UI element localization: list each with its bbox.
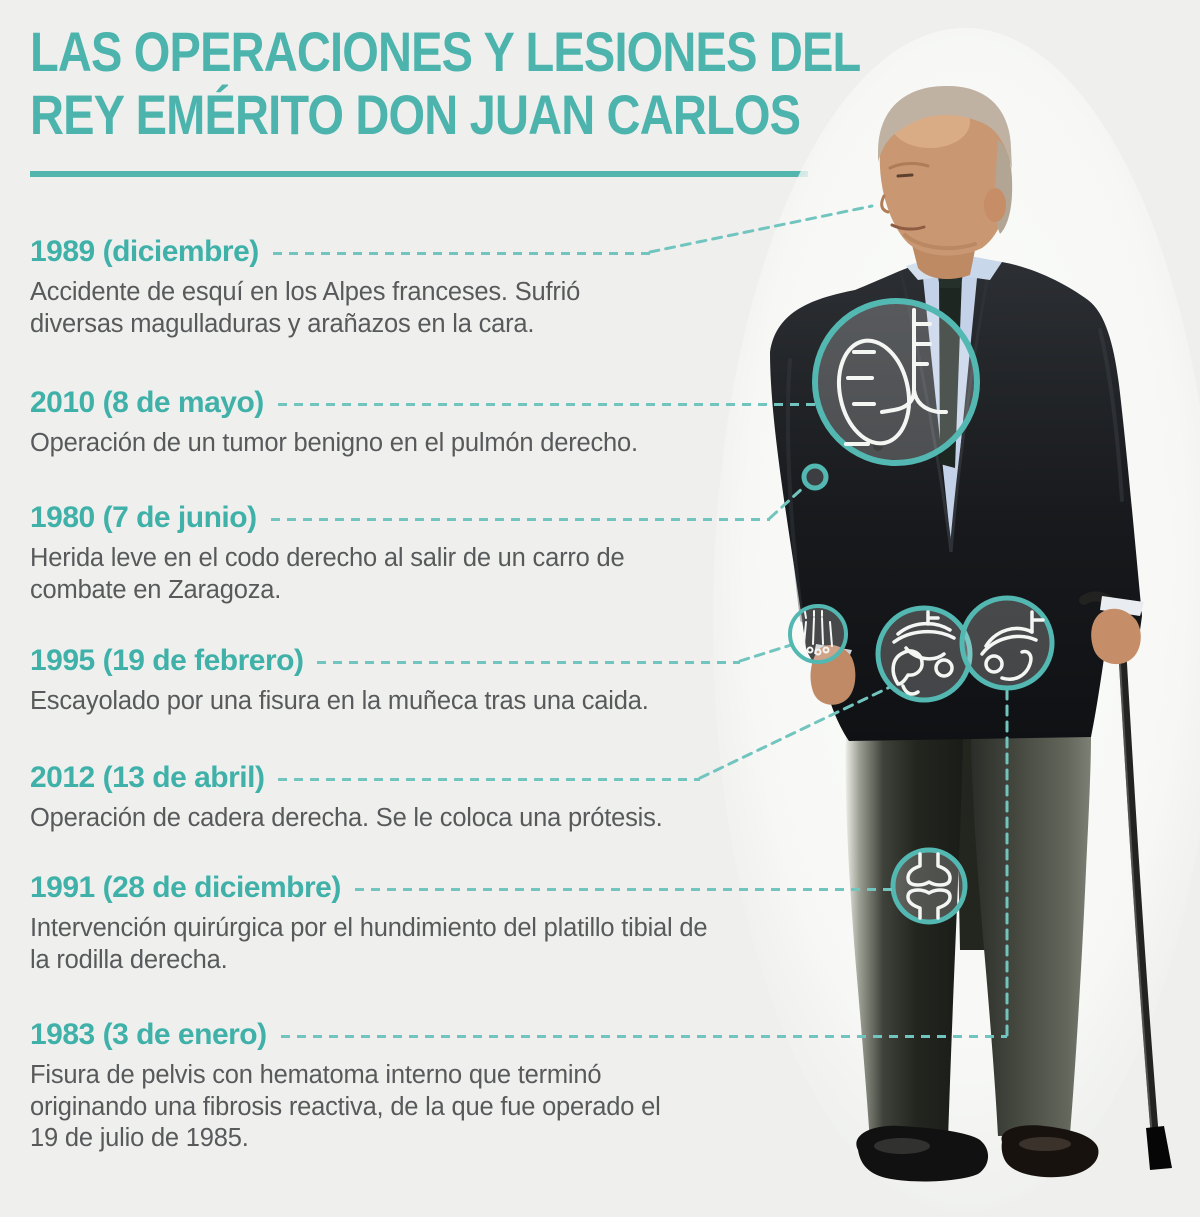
entry-description: Operación de cadera derecha. Se le coloca una prótesis.: [30, 804, 663, 832]
entry-date: 1983 (3 de enero): [30, 1018, 267, 1051]
entry-description: Fisura de pelvis con hematoma interno que terminó originando una fibrosis reactiva, de la que fue operado el 19 de julio de 1985.: [30, 1061, 661, 1153]
dashed-connector-line: [273, 252, 650, 255]
entry-description: Escayolado por una fisura en la muñeca tras una caida.: [30, 687, 649, 715]
timeline-entry-2010: [30, 386, 815, 460]
timeline-entry-2012: [30, 761, 700, 835]
entry-date: 1989 (diciembre): [30, 235, 259, 268]
entry-description: Intervención quirúrgica por el hundimiento del platillo tibial de la rodilla derecha.: [30, 914, 708, 974]
dashed-connector-line: [271, 518, 770, 521]
cane-tip: [1146, 1126, 1172, 1170]
entry-description: Accidente de esquí en los Alpes franceses. Sufrió diversas magulladuras y arañazos en la cara.: [30, 278, 581, 338]
knee-callout: [893, 850, 965, 922]
entry-date: 1991 (28 de diciembre): [30, 871, 341, 904]
right-shoe-shine: [1019, 1137, 1071, 1151]
pelvis-circle: [962, 598, 1052, 688]
dashed-connector-line: [281, 1035, 1007, 1038]
dashed-connector-line: [355, 888, 893, 891]
knee-circle: [893, 850, 965, 922]
eye: [898, 175, 912, 176]
elbow-marker: [804, 466, 826, 488]
lung-callout: [815, 301, 977, 463]
dashed-connector-line: [317, 661, 740, 664]
hip-callout: [878, 608, 970, 700]
entry-date: 2010 (8 de mayo): [30, 386, 264, 419]
dashed-connector-line: [278, 778, 700, 781]
page-title-line2: REY EMÉRITO DON JUAN CARLOS: [30, 83, 801, 147]
timeline-entry-1989: [30, 235, 650, 340]
timeline-entry-1983: [30, 1018, 1007, 1155]
page-title-line1: LAS OPERACIONES Y LESIONES DEL: [30, 20, 861, 83]
ear: [984, 188, 1006, 222]
wrist-callout: [790, 606, 846, 662]
entry-description: Operación de un tumor benigno en el pulmón derecho.: [30, 429, 638, 457]
timeline-entry-1995: [30, 644, 740, 718]
dashed-connector-line: [278, 403, 815, 406]
pelvis-callout: [962, 598, 1052, 688]
hip-circle: [878, 608, 970, 700]
entry-date: 1995 (19 de febrero): [30, 644, 304, 677]
entry-description: Herida leve en el codo derecho al salir de un carro de combate en Zaragoza.: [30, 544, 625, 604]
entry-date: 1980 (7 de junio): [30, 501, 257, 534]
entry-date: 2012 (13 de abril): [30, 761, 265, 794]
timeline-entry-1991: [30, 871, 893, 976]
timeline-entry-1980: [30, 501, 770, 606]
